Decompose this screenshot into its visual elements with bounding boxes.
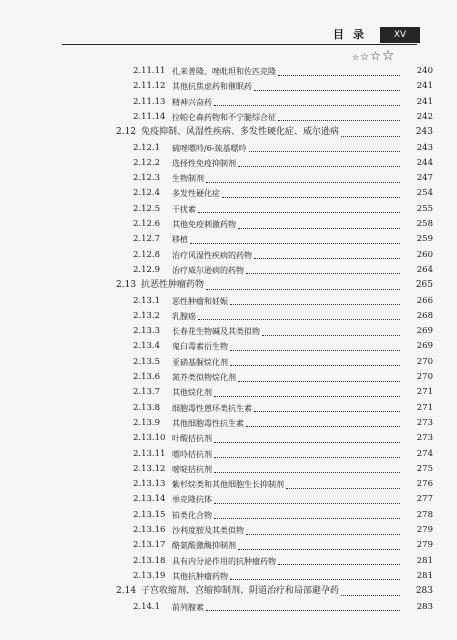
- toc-entry-number: 2.12.3: [133, 173, 161, 184]
- toc-entry-title-wrap: [172, 263, 400, 278]
- toc-entry-title-wrap: [172, 339, 400, 354]
- toc-entry[interactable]: [0, 125, 457, 140]
- toc-entry-number: 2.13.2: [133, 310, 161, 321]
- toc-entry-title: 拉帕仑森药物和不宁腿综合征: [172, 112, 276, 122]
- toc-entry-title: 抗恶性肿瘤药物: [141, 280, 205, 291]
- toc-entry-number: 2.11.13: [133, 96, 166, 107]
- toc-entry[interactable]: [0, 95, 457, 110]
- toc-entry-page: 270: [416, 356, 433, 367]
- toc-entry-page: 240: [416, 66, 433, 76]
- toc-entry-number: 2.13.3: [133, 326, 161, 337]
- toc-entry[interactable]: [0, 324, 457, 339]
- toc-entry[interactable]: [0, 248, 457, 263]
- toc-entry[interactable]: [0, 538, 457, 553]
- toc-entry-page: 283: [415, 586, 433, 597]
- toc-entry-title: 治疗威尔逊病的药物: [172, 265, 244, 275]
- toc-entry[interactable]: [0, 294, 457, 309]
- toc-entry-title: 子宫收缩剂、宫缩抑制剂、阴道治疗和局部避孕药: [141, 586, 340, 597]
- toc-entry-page: 279: [416, 540, 433, 551]
- toc-entry-number: 2.14: [116, 586, 137, 597]
- toc-entry-title-wrap: [172, 508, 400, 523]
- toc-entry[interactable]: [0, 263, 457, 278]
- toc-entry-title-wrap: [172, 538, 400, 553]
- toc-entry-page: 243: [415, 127, 433, 138]
- toc-entry-page: 273: [416, 417, 433, 428]
- star-outline-icon: ☆: [370, 49, 381, 63]
- dot-leader: [238, 227, 400, 229]
- toc-entry-title: 恶性肿瘤和妊娠: [172, 296, 228, 306]
- toc-entry[interactable]: [0, 202, 457, 217]
- dot-leader: [214, 471, 400, 473]
- star-outline-icon: ☆: [352, 53, 360, 62]
- toc-entry[interactable]: [0, 416, 457, 431]
- toc-entry-title-wrap: [172, 79, 400, 94]
- toc-entry-title-wrap: [172, 355, 400, 370]
- toc-entry-title: 多发性硬化症: [172, 189, 220, 199]
- toc-entry-title-wrap: [172, 141, 400, 156]
- dot-leader: [214, 441, 400, 443]
- toc-entry-title-wrap: [172, 186, 400, 201]
- toc-entry-number: 2.13.10: [133, 433, 166, 444]
- dot-leader: [249, 150, 401, 152]
- dot-leader: [262, 334, 400, 336]
- toc-entry-page: 241: [416, 96, 433, 107]
- toc-entry-page: 268: [416, 310, 433, 321]
- toc-entry-number: 2.12: [116, 127, 137, 138]
- toc-entry-title-wrap: [141, 584, 400, 599]
- toc-entry-title: 鬼臼毒素衍生物: [172, 342, 228, 352]
- toc-entry-title-wrap: [172, 370, 400, 385]
- toc-entry-page: 273: [416, 433, 433, 444]
- dot-leader: [214, 456, 400, 458]
- dot-leader: [214, 517, 400, 519]
- toc-entry-number: 2.12.6: [133, 219, 161, 229]
- toc-entry[interactable]: [0, 523, 457, 538]
- toc-entry-title-wrap: [172, 171, 400, 186]
- toc-entry-number: 2.13.16: [133, 525, 166, 535]
- toc-entry-page: 283: [416, 601, 433, 612]
- toc-entry[interactable]: [0, 600, 457, 615]
- toc-entry-title-wrap: [172, 156, 400, 171]
- toc-entry-page: 259: [416, 234, 433, 245]
- toc-entry-page: 277: [416, 494, 433, 505]
- toc-entry-title: 酪氨酸激酶抑制剂: [172, 541, 236, 551]
- toc-entry-title-wrap: [172, 64, 400, 79]
- toc-entry-title-wrap: [172, 401, 400, 416]
- toc-entry-title-wrap: [172, 324, 400, 339]
- toc-entry-title-wrap: [172, 217, 400, 232]
- toc-entry-title-wrap: [172, 523, 400, 538]
- toc-entry-number: 2.13.7: [133, 387, 161, 398]
- dot-leader: [214, 502, 400, 504]
- toc-entry-number: 2.13.1: [133, 295, 161, 306]
- dot-leader: [206, 609, 400, 611]
- toc-entry-title: 前列腺素: [172, 602, 204, 612]
- toc-entry-title-wrap: [172, 600, 400, 615]
- toc-entry-number: 2.12.8: [133, 249, 161, 260]
- toc-entry[interactable]: [0, 232, 457, 247]
- toc-entry-page: 270: [416, 372, 433, 382]
- toc-entry[interactable]: [0, 171, 457, 186]
- toc-entry-page: 254: [416, 188, 433, 199]
- dot-leader: [246, 272, 400, 274]
- header-page-number: XV: [380, 27, 420, 43]
- toc-entry-number: 2.12.4: [133, 188, 161, 199]
- toc-entry[interactable]: [0, 217, 457, 232]
- dot-leader: [230, 349, 400, 351]
- toc-entry[interactable]: [0, 477, 457, 492]
- toc-entry-title-wrap: [172, 447, 400, 462]
- star-outline-icon: ☆: [381, 48, 395, 64]
- toc-entry-page: 258: [416, 219, 433, 229]
- toc-entry[interactable]: [0, 79, 457, 94]
- toc-entry-title: 其他抗肿瘤药物: [172, 571, 228, 581]
- toc-entry[interactable]: [0, 339, 457, 354]
- toc-entry-page: 265: [415, 280, 433, 291]
- toc-entry-page: 241: [416, 81, 433, 92]
- toc-entry-page: 260: [416, 249, 433, 260]
- toc-entry-page: 274: [416, 448, 433, 459]
- toc-entry[interactable]: [0, 431, 457, 446]
- toc-entry-number: 2.13.14: [133, 494, 166, 505]
- toc-entry[interactable]: [0, 584, 457, 599]
- dot-leader: [206, 288, 400, 290]
- toc-entry-page: 243: [416, 142, 433, 153]
- toc-entry-title: 选择性免疫抑制剂: [172, 158, 236, 168]
- toc-entry-number: 2.13.19: [133, 570, 166, 581]
- toc-entry-title-wrap: [172, 309, 400, 324]
- dot-leader: [246, 425, 400, 427]
- toc-entry-title: 紫杉烷类和其他细胞生长抑制剂: [172, 480, 284, 490]
- toc-entry-title: 嘧啶拮抗剂: [172, 464, 212, 474]
- toc-entry-title: 治疗风湿性疾病的药物: [172, 250, 252, 260]
- toc-entry-title-wrap: [172, 95, 400, 110]
- toc-entry-title: 其他烷化剂: [172, 388, 212, 398]
- toc-entry-number: 2.13.5: [133, 356, 161, 367]
- stars-decoration: [352, 45, 395, 64]
- toc-entry-page: 247: [416, 173, 433, 184]
- page-header: [0, 0, 457, 64]
- toc-entry[interactable]: [0, 508, 457, 523]
- toc-entry[interactable]: [0, 370, 457, 385]
- toc-entry-page: 281: [416, 570, 433, 581]
- toc-entry-page: 244: [416, 157, 433, 168]
- toc-entry[interactable]: [0, 186, 457, 201]
- toc-entry-title: 其他抗焦虑药和催眠药: [172, 82, 252, 92]
- dot-leader: [278, 74, 400, 76]
- dot-leader: [190, 242, 400, 244]
- toc-entry-title-wrap: [141, 278, 400, 293]
- toc-entry-title: 沙利度胺及其类似物: [172, 526, 244, 535]
- toc-entry-title: 氮芥类似物烷化剂: [172, 373, 236, 382]
- toc-entry-number: 2.13.18: [133, 555, 166, 566]
- toc-entry[interactable]: [0, 309, 457, 324]
- toc-entry-title-wrap: [141, 125, 400, 140]
- toc-entry[interactable]: [0, 447, 457, 462]
- toc-entry-page: 275: [416, 463, 433, 474]
- dot-leader: [214, 395, 400, 397]
- toc-entry-page: 266: [416, 295, 433, 306]
- toc-entry[interactable]: [0, 401, 457, 416]
- dot-leader: [238, 380, 400, 382]
- toc-entry-title: 其他免疫刺激药物: [172, 220, 236, 229]
- toc-entry[interactable]: [0, 110, 457, 125]
- toc-entry-number: 2.12.1: [133, 142, 161, 153]
- toc-entry[interactable]: [0, 278, 457, 293]
- dot-leader: [230, 364, 400, 366]
- toc-entry-page: 281: [416, 555, 433, 566]
- toc-entry-number: 2.13.9: [133, 417, 161, 428]
- toc-entry-number: 2.12.5: [133, 203, 161, 214]
- dot-leader: [230, 303, 400, 305]
- toc-entry-title-wrap: [172, 416, 400, 431]
- toc-entry-title: 硫唑嘌呤/6-巯基嘌呤: [172, 143, 247, 153]
- toc-entry-title: 嘌呤拮抗剂: [172, 449, 212, 459]
- toc-entry-page: 264: [416, 264, 433, 275]
- toc-entry-title-wrap: [172, 202, 400, 217]
- toc-entry-title-wrap: [172, 554, 400, 569]
- toc-entry-number: 2.12.2: [133, 157, 161, 168]
- toc-entry-title: 移植: [172, 235, 188, 245]
- toc-entry-title-wrap: [172, 385, 400, 400]
- toc-entry-title-wrap: [172, 569, 400, 584]
- toc-entry-page: 271: [416, 402, 433, 413]
- toc-entry-page: 279: [416, 525, 433, 535]
- toc-entry-page: 242: [416, 111, 433, 122]
- toc-entry-number: 2.13.6: [133, 372, 161, 382]
- dot-leader: [278, 119, 400, 121]
- toc-entry-title-wrap: [172, 110, 400, 125]
- toc-entry[interactable]: [0, 385, 457, 400]
- toc-entry-title: 单克隆抗体: [172, 495, 212, 505]
- toc-entry-title-wrap: [172, 294, 400, 309]
- toc-entry-title: 铂类化合物: [172, 510, 212, 520]
- toc-entry[interactable]: [0, 569, 457, 584]
- dot-leader: [341, 594, 400, 596]
- toc-entry-number: 2.11.14: [133, 111, 166, 122]
- toc-entry-title: 具有内分泌作用的抗肿瘤药物: [172, 556, 276, 566]
- dot-leader: [198, 318, 400, 320]
- toc-entry-title: 乳腺癌: [172, 311, 196, 321]
- toc-entry-number: 2.13.15: [133, 509, 166, 520]
- toc-entry-number: 2.11.11: [133, 66, 166, 76]
- header-title: 目录: [333, 28, 373, 41]
- dot-leader: [341, 135, 400, 137]
- toc-entry-page: 278: [416, 509, 433, 520]
- toc-entry[interactable]: [0, 355, 457, 370]
- toc-entry-number: 2.11.12: [133, 81, 166, 92]
- toc-entry-title-wrap: [172, 462, 400, 477]
- toc-entry-page: 276: [416, 479, 433, 490]
- toc-entry-title-wrap: [172, 477, 400, 492]
- toc-entry-number: 2.12.7: [133, 234, 161, 245]
- toc-entry-title: 扎来普隆、唑吡坦和佐匹克隆: [172, 67, 276, 76]
- toc-entry[interactable]: [0, 64, 457, 79]
- dot-leader: [238, 165, 400, 167]
- toc-entry[interactable]: [0, 156, 457, 171]
- toc-entry-number: 2.13.12: [133, 463, 166, 474]
- toc-entry-title: 长春花生物碱及其类似物: [172, 327, 260, 337]
- dot-leader: [254, 257, 400, 259]
- toc-entry-number: 2.13.11: [133, 448, 166, 459]
- toc-entry-number: 2.13.13: [133, 479, 166, 490]
- toc-entry-title: 精神兴奋药: [172, 97, 212, 107]
- dot-leader: [214, 104, 400, 106]
- toc-entry-page: 255: [416, 203, 433, 214]
- toc-entry-title-wrap: [172, 248, 400, 263]
- toc-entry-page: 269: [416, 341, 433, 352]
- toc-entry-number: 2.13.8: [133, 402, 161, 413]
- toc-entry-title: 干扰素: [172, 204, 196, 214]
- toc-entry[interactable]: [0, 462, 457, 477]
- dot-leader: [246, 533, 400, 535]
- star-outline-icon: ☆: [360, 52, 370, 63]
- dot-leader: [286, 487, 400, 489]
- dot-leader: [222, 196, 400, 198]
- toc-entry-title-wrap: [172, 232, 400, 247]
- dot-leader: [198, 211, 400, 213]
- toc-entry-page: 269: [416, 326, 433, 337]
- toc-entry-number: 2.14.1: [133, 601, 161, 612]
- toc-entry-number: 2.13.4: [133, 341, 161, 352]
- toc-entry-title-wrap: [172, 431, 400, 446]
- dot-leader: [278, 563, 400, 565]
- toc-entry[interactable]: [0, 492, 457, 507]
- toc-entry-title: 细胞毒性蒽环类抗生素: [172, 403, 252, 413]
- toc-entry-title: 免疫抑制、风湿性疾病、多发性硬化症、威尔逊病: [141, 127, 340, 138]
- toc-entry-title: 生物制剂: [172, 174, 204, 184]
- dot-leader: [254, 410, 400, 412]
- toc-entry-number: 2.13: [116, 280, 137, 291]
- toc-entry[interactable]: [0, 141, 457, 156]
- toc-entry-number: 2.12.9: [133, 264, 161, 275]
- toc-entry-number: 2.13.17: [133, 540, 166, 551]
- toc-entry-title: 叶酸拮抗剂: [172, 434, 212, 444]
- toc-entry-title: 亚硝基脲烷化剂: [172, 357, 228, 367]
- dot-leader: [238, 548, 400, 550]
- toc-entry-title: 其他细胞毒性抗生素: [172, 418, 244, 428]
- dot-leader: [206, 181, 400, 183]
- dot-leader: [254, 89, 400, 91]
- toc-entry-title-wrap: [172, 492, 400, 507]
- toc-entry-page: 271: [416, 387, 433, 398]
- toc-entry[interactable]: [0, 554, 457, 569]
- dot-leader: [230, 578, 400, 580]
